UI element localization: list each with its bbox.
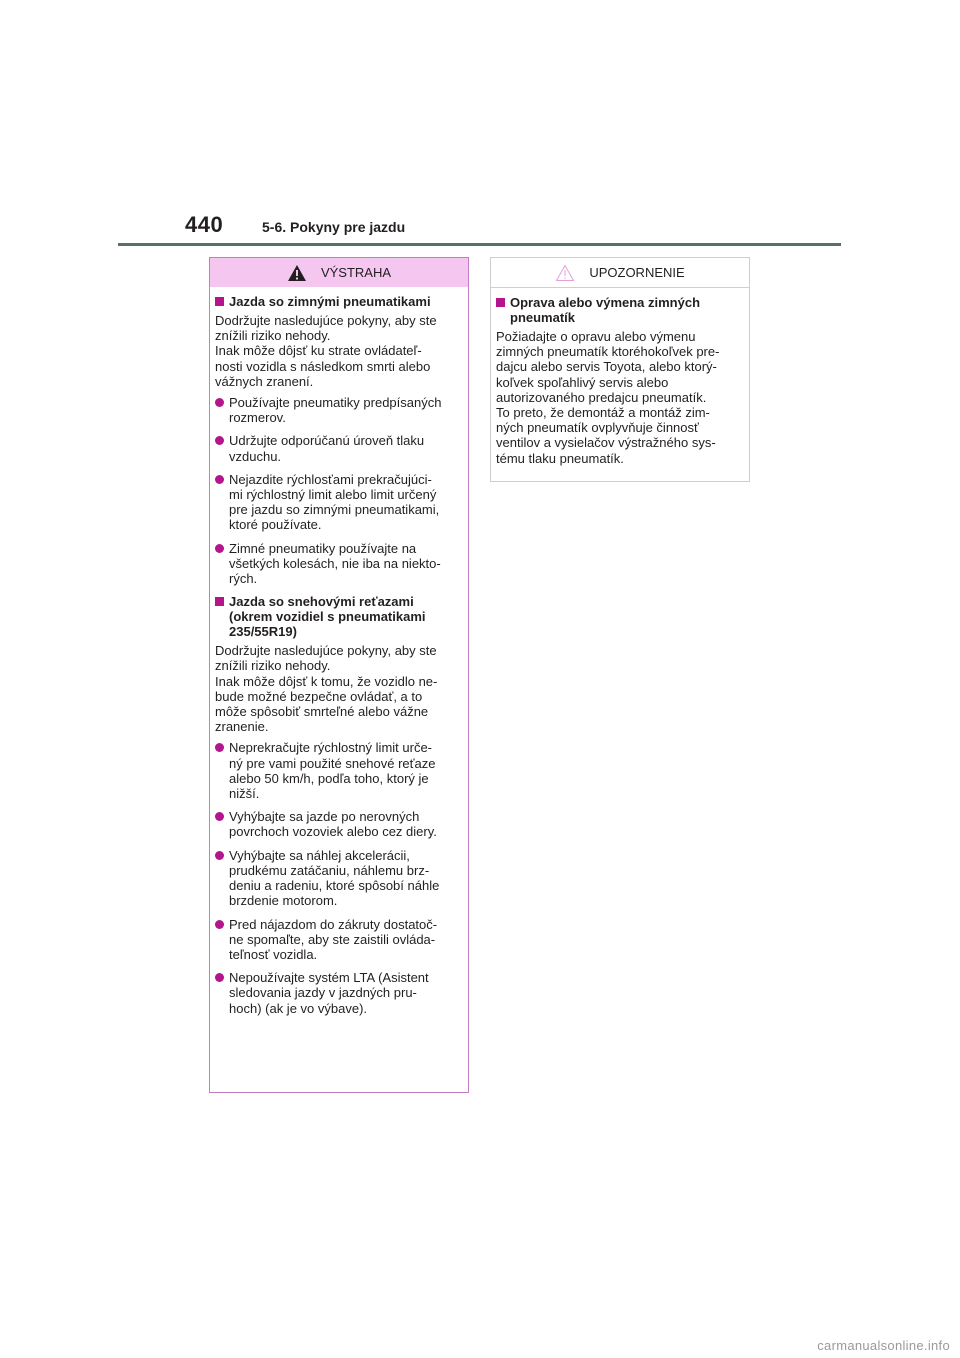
warning-bullet: Používajte pneumatiky predpísaných rozmerov. xyxy=(215,395,463,425)
header-rule xyxy=(118,243,841,246)
warning-bullet: Pred nájazdom do zákruty dostatoč- ne spomaľte, aby ste zaistili ovláda- teľnosť vozidla. xyxy=(215,917,463,963)
round-bullet-icon xyxy=(215,973,224,982)
square-bullet-icon xyxy=(215,597,224,606)
warning-bullet: Vyhýbajte sa náhlej akcelerácii, prudkému zatáčaniu, náhlemu brz- deniu a radeniu, ktoré spôsobí náhle brzdenie motorom. xyxy=(215,848,463,909)
section-title: 5-6. Pokyny pre jazdu xyxy=(262,219,406,235)
round-bullet-icon xyxy=(215,812,224,821)
warning-bullet: Neprekračujte rýchlostný limit urče- ný pre vami použité snehové reťaze alebo 50 km/h, podľa toho, ktorý je nižší. xyxy=(215,740,463,801)
round-bullet-icon xyxy=(215,475,224,484)
round-bullet-icon xyxy=(215,851,224,860)
warning-bullet: Nejazdite rýchlosťami prekračujúci- mi rýchlostný limit alebo limit určený pre jazdu so zimnými pneumatikami, ktoré používate. xyxy=(215,472,463,533)
warning-bullet: Nepoužívajte systém LTA (Asistent sledovania jazdy v jazdných pru- hoch) (ak je vo výbave). xyxy=(215,970,463,1016)
caution-heading: Oprava alebo výmena zimných pneumatík xyxy=(496,295,744,325)
caution-box-body xyxy=(491,288,749,466)
square-bullet-icon xyxy=(215,297,224,306)
warning-box-header xyxy=(210,258,468,287)
warning-section-intro: Dodržujte nasledujúce pokyny, aby ste znížili riziko nehody. Inak môže dôjsť k tomu, že vozidlo ne- bude možné bezpečne ovládať, a to môže spôsobiť smrteľné alebo vážne zranenie. xyxy=(215,643,438,735)
warning-box xyxy=(209,257,469,1093)
page-number: 440 xyxy=(185,212,224,237)
caution-triangle-icon xyxy=(555,264,575,282)
warning-bullet: Udržujte odporúčanú úroveň tlaku vzduchu. xyxy=(215,433,463,463)
caution-box xyxy=(490,257,750,482)
round-bullet-icon xyxy=(215,743,224,752)
round-bullet-icon xyxy=(215,920,224,929)
warning-triangle-icon xyxy=(287,264,307,282)
warning-section-heading: Jazda so zimnými pneumatikami xyxy=(215,294,463,309)
warning-box-body xyxy=(210,287,468,1016)
warning-section-intro: Dodržujte nasledujúce pokyny, aby ste znížili riziko nehody. Inak môže dôjsť ku strate ovládateľ- nosti vozidla s následkom smrti alebo vážnych zranení. xyxy=(215,313,437,389)
warning-bullet: Vyhýbajte sa jazde po nerovných povrchoch vozoviek alebo cez diery. xyxy=(215,809,463,839)
square-bullet-icon xyxy=(496,298,505,307)
warning-bullet: Zimné pneumatiky používajte na všetkých kolesách, nie iba na niekto- rých. xyxy=(215,541,463,587)
warning-section-heading: Jazda so snehovými reťazami (okrem vozidiel s pneumatikami 235/55R19) xyxy=(215,594,463,639)
round-bullet-icon xyxy=(215,436,224,445)
watermark: carmanualsonline.info xyxy=(817,1338,950,1353)
caution-box-header xyxy=(491,258,749,288)
round-bullet-icon xyxy=(215,544,224,553)
caution-title: UPOZORNENIE xyxy=(589,265,685,280)
caution-text: Požiadajte o opravu alebo výmenu zimných pneumatík ktoréhokoľvek pre- dajcu alebo servis Toyota, alebo ktorý- koľvek spoľahlivý servis alebo autorizovaného predajcu pneumatík. To preto, že demontáž a montáž zim- ných pneumatík ovplyvňuje činnosť ventilov a vysielačov výstražného sys- tému tlaku pneumatík. xyxy=(496,329,720,466)
warning-title: VÝSTRAHA xyxy=(320,265,392,280)
round-bullet-icon xyxy=(215,398,224,407)
